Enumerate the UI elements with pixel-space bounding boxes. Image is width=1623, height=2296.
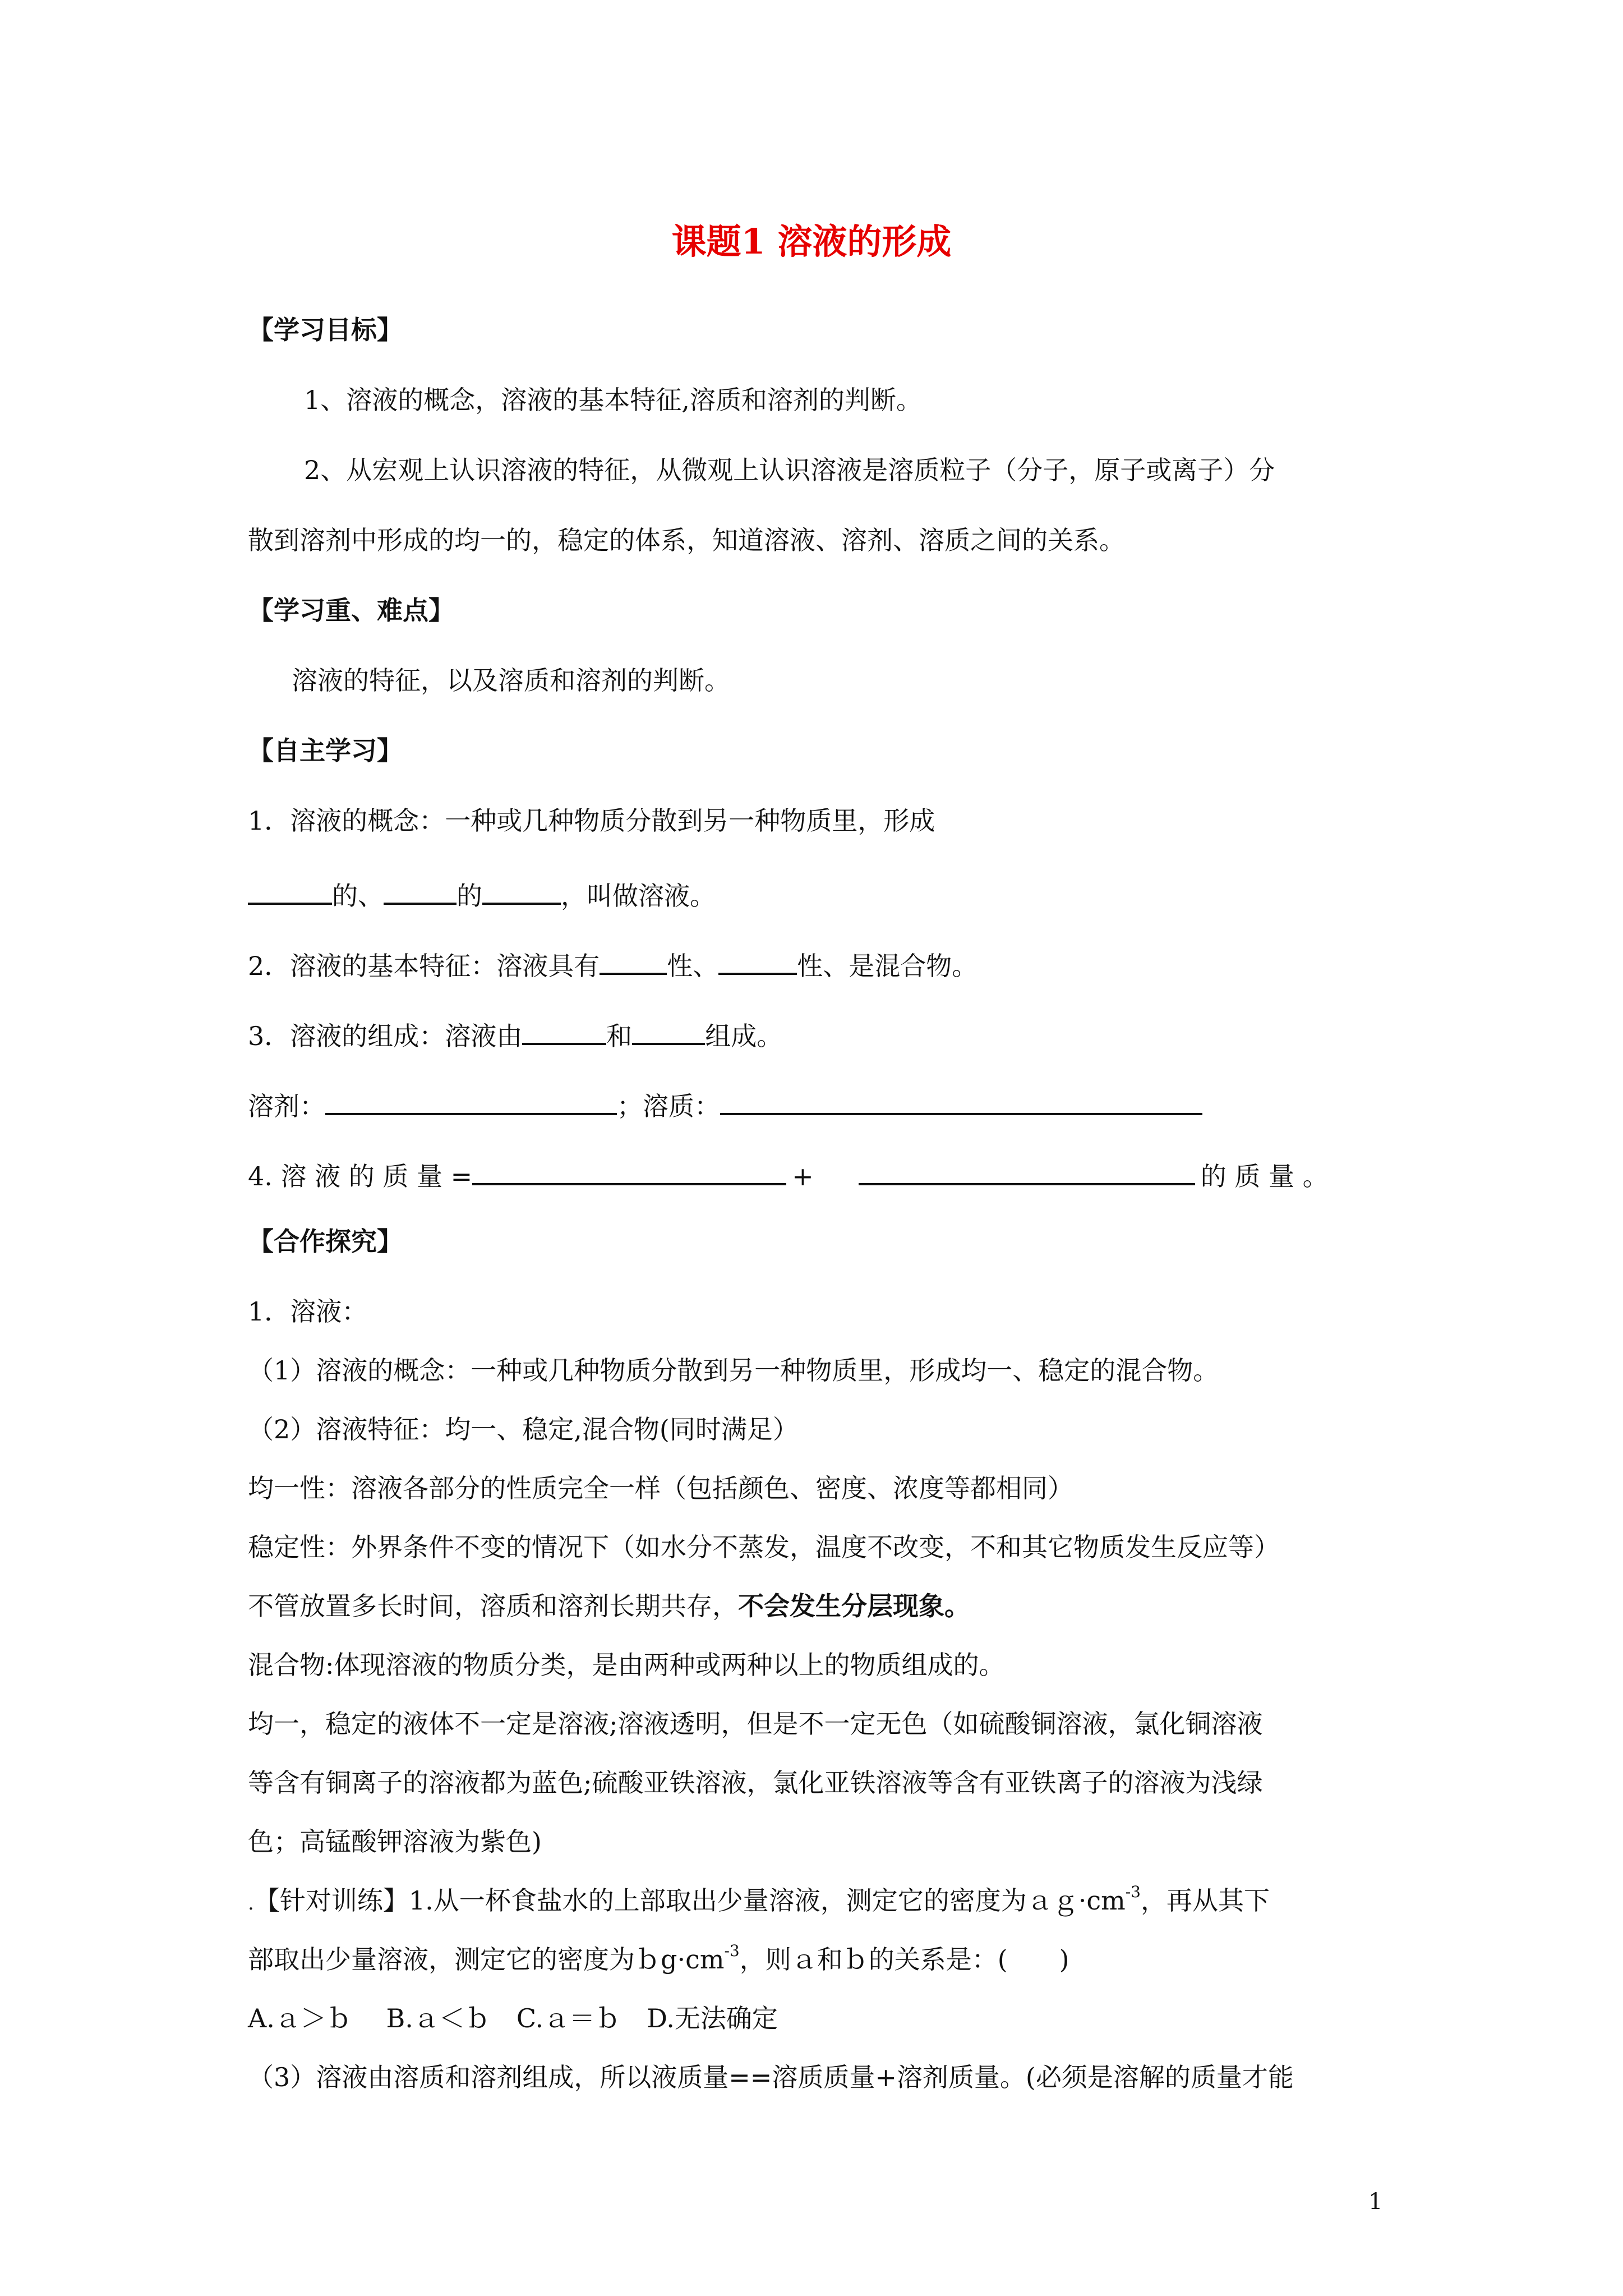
coop-p7: 均一，稳定的液体不一定是溶液;溶液透明，但是不一定无色（如硫酸铜溶液，氯化铜溶液 bbox=[248, 1709, 1263, 1739]
coop-p3: 均一性：溶液各部分的性质完全一样（包括颜色、密度、浓度等都相同） bbox=[248, 1473, 1073, 1503]
coop-p8: 等含有铜离子的溶液都为蓝色;硫酸亚铁溶液，氯化亚铁溶液等含有亚铁离子的溶液为浅绿 bbox=[248, 1768, 1263, 1798]
coop-p6: 混合物:体现溶液的物质分类，是由两种或两种以上的物质组成的。 bbox=[248, 1650, 1005, 1680]
q4-text-a: 4. 溶 液 的 质 量 = bbox=[248, 1161, 473, 1191]
coop-p2: （2）溶液特征：均一、稳定,混合物(同时满足） bbox=[248, 1414, 799, 1444]
answer-blank bbox=[720, 1088, 1202, 1115]
coop-p5-bold: 不会发生分层现象。 bbox=[738, 1591, 970, 1621]
solvent-label: 溶剂： bbox=[248, 1091, 325, 1121]
answer-blank bbox=[632, 1018, 705, 1045]
selfstudy-solvent-solute bbox=[248, 1088, 1202, 1119]
selfstudy-heading: 【自主学习】 bbox=[248, 735, 403, 766]
drill-superscript: -3 bbox=[1125, 1883, 1141, 1901]
objective-1: 1、溶液的概念，溶液的基本特征,溶质和溶剂的判断。 bbox=[304, 385, 922, 415]
drill-dot: . bbox=[248, 1892, 254, 1915]
q3-text-b: 和 bbox=[606, 1021, 633, 1051]
answer-blank bbox=[325, 1088, 617, 1115]
answer-blank bbox=[718, 948, 797, 975]
drill-line2 bbox=[248, 1941, 1069, 1975]
q2-text-c: 性、是混合物。 bbox=[797, 951, 978, 981]
objective-2-cont: 散到溶剂中形成的均一的，稳定的体系，知道溶液、溶剂、溶质之间的关系。 bbox=[248, 525, 1125, 555]
q3-text-c: 组成。 bbox=[705, 1021, 783, 1051]
answer-blank bbox=[248, 878, 332, 905]
coop-p1: （1）溶液的概念：一种或几种物质分散到另一种物质里，形成均一、稳定的混合物。 bbox=[248, 1355, 1219, 1386]
drill-line1 bbox=[248, 1883, 1270, 1916]
answer-blank bbox=[472, 1158, 786, 1185]
q3-text-a: 3．溶液的组成：溶液由 bbox=[248, 1021, 523, 1051]
answer-blank bbox=[522, 1018, 606, 1045]
answer-blank bbox=[482, 878, 561, 905]
coop-p5 bbox=[248, 1593, 970, 1619]
coop-p10: （3）溶液由溶质和溶剂组成，所以液质量==溶质质量+溶剂质量。(必须是溶解的质量才能 bbox=[248, 2062, 1294, 2092]
coop-heading: 【合作探究】 bbox=[248, 1226, 403, 1257]
selfstudy-q2 bbox=[248, 948, 978, 979]
q1-text-c: ，叫做溶液。 bbox=[561, 881, 716, 911]
answer-blank bbox=[859, 1158, 1195, 1185]
objectives-heading: 【学习目标】 bbox=[248, 315, 403, 345]
q2-text-a: 2．溶液的基本特征：溶液具有 bbox=[248, 951, 600, 981]
drill2-superscript: -3 bbox=[724, 1941, 740, 1960]
drill2-text-b: ，则ａ和ｂ的关系是：( ) bbox=[739, 1944, 1069, 1975]
answer-blank bbox=[384, 878, 457, 905]
drill2-text-a: 部取出少量溶液，测定它的密度为ｂg·cm bbox=[248, 1944, 725, 1975]
selfstudy-q1-line1: 1．溶液的概念：一种或几种物质分散到另一种物质里，形成 bbox=[248, 806, 935, 836]
solute-label: ；溶质： bbox=[617, 1091, 720, 1121]
q1-text-a: 的、 bbox=[332, 881, 384, 911]
selfstudy-q3 bbox=[248, 1018, 782, 1049]
page-number: 1 bbox=[1368, 2189, 1383, 2215]
coop-p5-text: 不管放置多长时间，溶质和溶剂长期共存， bbox=[248, 1591, 738, 1621]
keypoints-heading: 【学习重、难点】 bbox=[248, 595, 454, 625]
drill-text-b: ，再从其下 bbox=[1141, 1885, 1270, 1916]
q1-text-b: 的 bbox=[457, 881, 482, 911]
coop-p9: 色；高锰酸钾溶液为紫色) bbox=[248, 1826, 542, 1857]
coop-item1: 1．溶液： bbox=[248, 1296, 368, 1327]
answer-blank bbox=[600, 948, 667, 975]
selfstudy-q4 bbox=[248, 1158, 1329, 1189]
objective-2: 2、从宏观上认识溶液的特征，从微观上认识溶液是溶质粒子（分子，原子或离子）分 bbox=[304, 455, 1275, 485]
q4-text-b: 的 质 量 。 bbox=[1200, 1161, 1329, 1191]
selfstudy-q1-line2 bbox=[248, 878, 716, 909]
drill-options: A.ａ＞ｂ B.ａ＜ｂ C.ａ＝ｂ D.无法确定 bbox=[248, 2003, 778, 2033]
coop-p4: 稳定性：外界条件不变的情况下（如水分不蒸发，温度不改变，不和其它物质发生反应等） bbox=[248, 1532, 1280, 1562]
q4-plus: + bbox=[792, 1161, 814, 1191]
q2-text-b: 性、 bbox=[667, 951, 719, 981]
drill-text-a: 【针对训练】1.从一杯食盐水的上部取出少量溶液，测定它的密度为ａｇ·cm bbox=[253, 1885, 1126, 1916]
keypoints-text: 溶液的特征，以及溶质和溶剂的判断。 bbox=[292, 665, 730, 696]
page-title: 课题1 溶液的形成 bbox=[671, 221, 952, 262]
